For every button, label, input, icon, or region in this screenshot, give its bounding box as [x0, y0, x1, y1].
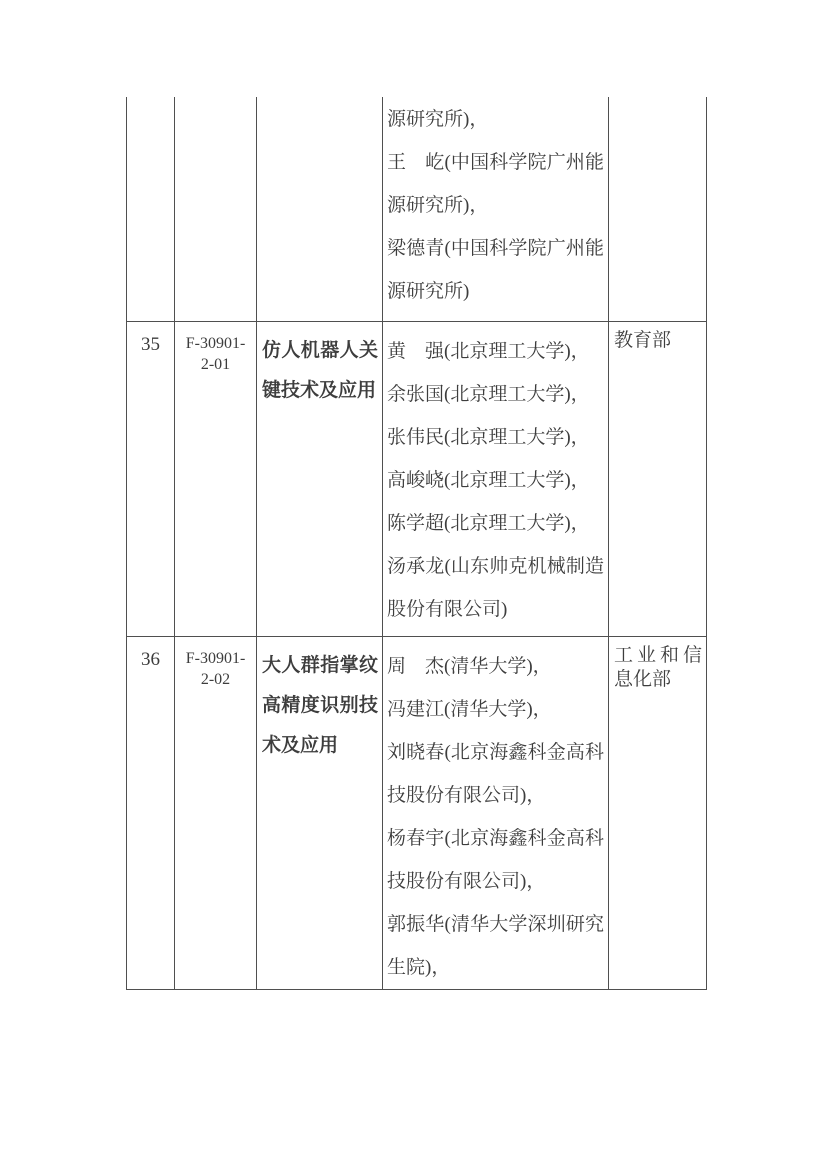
- project-code-line: F-30901-: [185, 649, 246, 667]
- contributor-line: 刘晓春(北京海鑫科金高科: [387, 741, 604, 763]
- project-title-line: 仿人机器人关: [262, 339, 378, 361]
- award-projects-table: [126, 97, 707, 990]
- department-line: 工业和信: [614, 644, 702, 666]
- row-index-cell: [127, 321, 175, 636]
- project-title-cell: [257, 97, 383, 321]
- contributor-line: 股份有限公司): [387, 598, 508, 620]
- contributor-line: 冯建江(清华大学)，: [387, 698, 552, 720]
- contributor-line: 周 杰(清华大学)，: [387, 655, 552, 677]
- project-title-line: 高精度识别技: [262, 694, 378, 716]
- contributor-line: 源研究所)，: [387, 109, 489, 130]
- department-line: 息化部: [614, 668, 672, 690]
- project-code-cell: [175, 636, 257, 989]
- contributor-line: 余张国(北京理工大学)，: [387, 383, 590, 405]
- project-code-line: 2-02: [200, 670, 231, 688]
- project-title-cell: [257, 636, 383, 989]
- contributor-line: 梁德青(中国科学院广州能: [387, 238, 604, 259]
- table-row-continuation: [127, 97, 707, 321]
- project-code-cell: [175, 97, 257, 321]
- department-cell: [609, 321, 707, 636]
- row-index-cell: [127, 636, 175, 989]
- project-code-line: 2-01: [200, 355, 231, 373]
- contributor-line: 技股份有限公司)，: [387, 784, 546, 806]
- project-code-cell: [175, 321, 257, 636]
- department-cell: [609, 636, 707, 989]
- contributors-cell: [383, 321, 609, 636]
- contributors-cell: [383, 97, 609, 321]
- row-index: 35: [141, 333, 160, 355]
- contributor-line: 黄 强(北京理工大学)，: [387, 340, 590, 362]
- table-row: [127, 636, 707, 989]
- contributors-cell: [383, 636, 609, 989]
- row-index-cell: [127, 97, 175, 321]
- project-title-line: 大人群指掌纹: [262, 654, 378, 676]
- contributor-line: 源研究所): [387, 281, 470, 302]
- project-title-cell: [257, 321, 383, 636]
- project-title-line: 键技术及应用: [262, 379, 377, 401]
- contributor-line: 张伟民(北京理工大学)，: [387, 426, 590, 448]
- table-row: [127, 321, 707, 636]
- contributor-line: 生院)，: [387, 956, 451, 978]
- contributor-line: 汤承龙(山东帅克机械制造: [387, 555, 604, 577]
- contributor-line: 源研究所)，: [387, 195, 489, 216]
- department-line: 教育部: [614, 329, 672, 351]
- department-cell: [609, 97, 707, 321]
- contributor-line: 高峻峣(北京理工大学)，: [387, 469, 590, 491]
- contributor-line: 王 屹(中国科学院广州能: [387, 152, 604, 173]
- row-index: 36: [141, 648, 160, 670]
- project-title-line: 术及应用: [262, 734, 339, 756]
- project-code-line: F-30901-: [185, 334, 246, 352]
- contributor-line: 郭振华(清华大学深圳研究: [387, 913, 604, 935]
- contributor-line: 杨春宇(北京海鑫科金高科: [387, 827, 604, 849]
- contributor-line: 陈学超(北京理工大学)，: [387, 512, 590, 534]
- contributor-line: 技股份有限公司)，: [387, 870, 546, 892]
